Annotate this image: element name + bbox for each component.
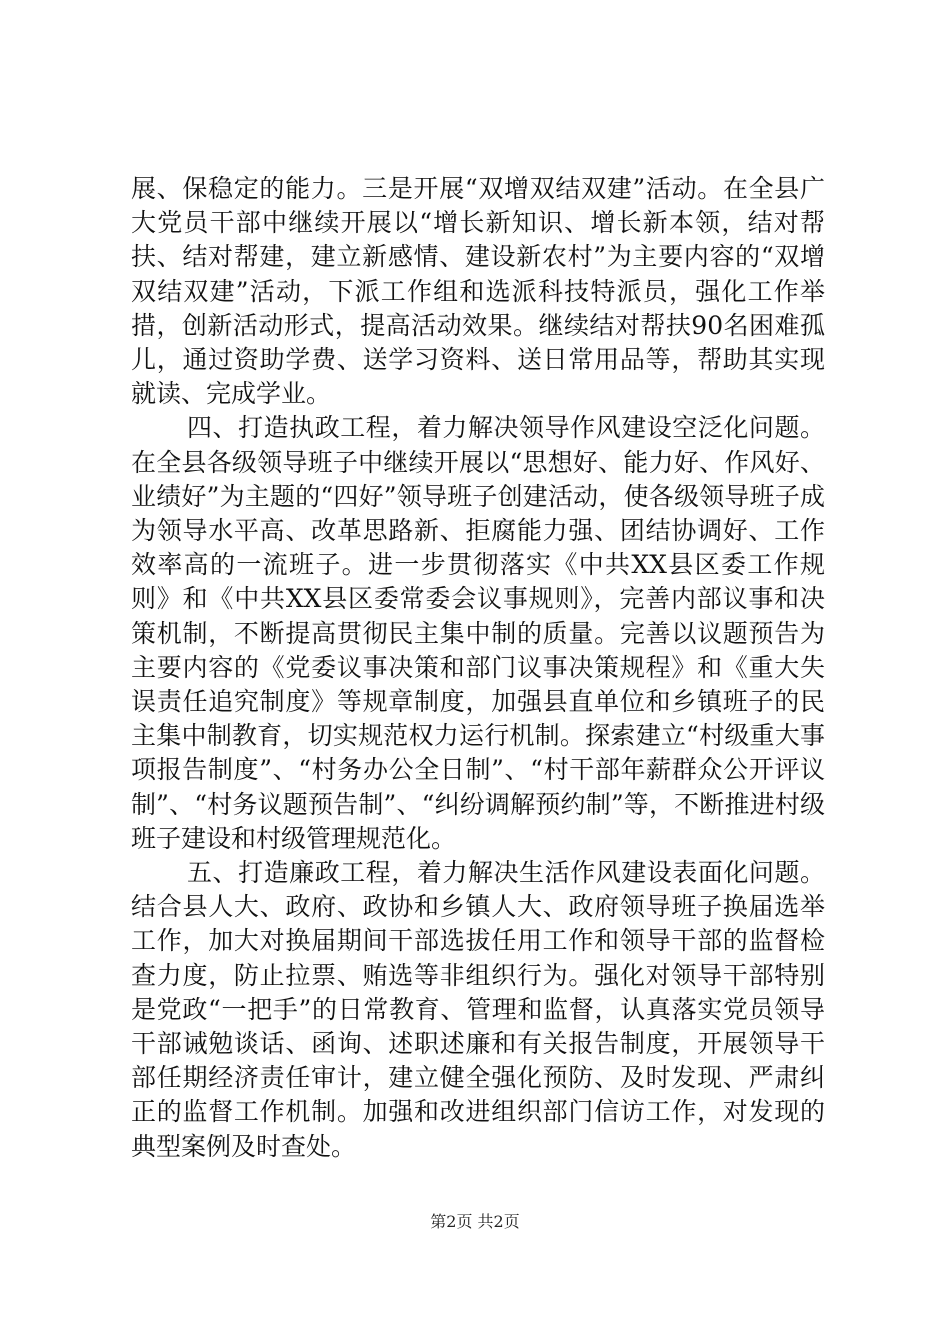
paragraph-continuation: 展、保稳定的能力。三是开展“双增双结双建”活动。在全县广大党员干部中继续开展以“增长新知识、增长新本领，结对帮扶、结对帮建，建立新感情、建设新农村”为主要内容的“双增双结双建”活动，下派工作组和选派科技特派员，强化工作举措，创新活动形式，提高活动效果。继续结对帮扶90名困难孤儿，通过资助学费、送学习资料、送日常用品等，帮助其实现就读、完成学业。 [131,174,825,409]
paragraph-section-five: 五、打造廉政工程，着力解决生活作风建设表面化问题。结合县人大、政府、政协和乡镇人大、政府领导班子换届选举工作，加大对换届期间干部选拔任用工作和领导干部的监督检查力度，防止拉票、贿选等非组织行为。强化对领导干部特别是党政“一把手”的日常教育、管理和监督，认真落实党员领导干部诫勉谈话、函询、述职述廉和有关报告制度，开展领导干部任期经济责任审计，建立健全强化预防、及时发现、严肃纠正的监督工作机制。加强和改进组织部门信访工作，对发现的典型案例及时查处。 [131,858,825,1161]
document-body [131,172,825,1164]
page-footer: 第2页 共2页 [430,1212,520,1231]
paragraph-section-four: 四、打造执政工程，着力解决领导作风建设空泛化问题。在全县各级领导班子中继续开展以“思想好、能力好、作风好、业绩好”为主题的“四好”领导班子创建活动，使各级领导班子成为领导水平高、改革思路新、拒腐能力强、团结协调好、工作效率高的一流班子。进一步贯彻落实《中共XX县区委工作规则》和《中共XX县区委常委会议事规则》，完善内部议事和决策机制，不断提高贯彻民主集中制的质量。完善以议题预告为主要内容的《党委议事决策和部门议事决策规程》和《重大失误责任追究制度》等规章制度，加强县直单位和乡镇班子的民主集中制教育，切实规范权力运行机制。探索建立“村级重大事项报告制度”、“村务办公全日制”、“村干部年薪群众公开评议制”、“村务议题预告制”、“纠纷调解预约制”等，不断推进村级班子建设和村级管理规范化。 [131,413,825,853]
